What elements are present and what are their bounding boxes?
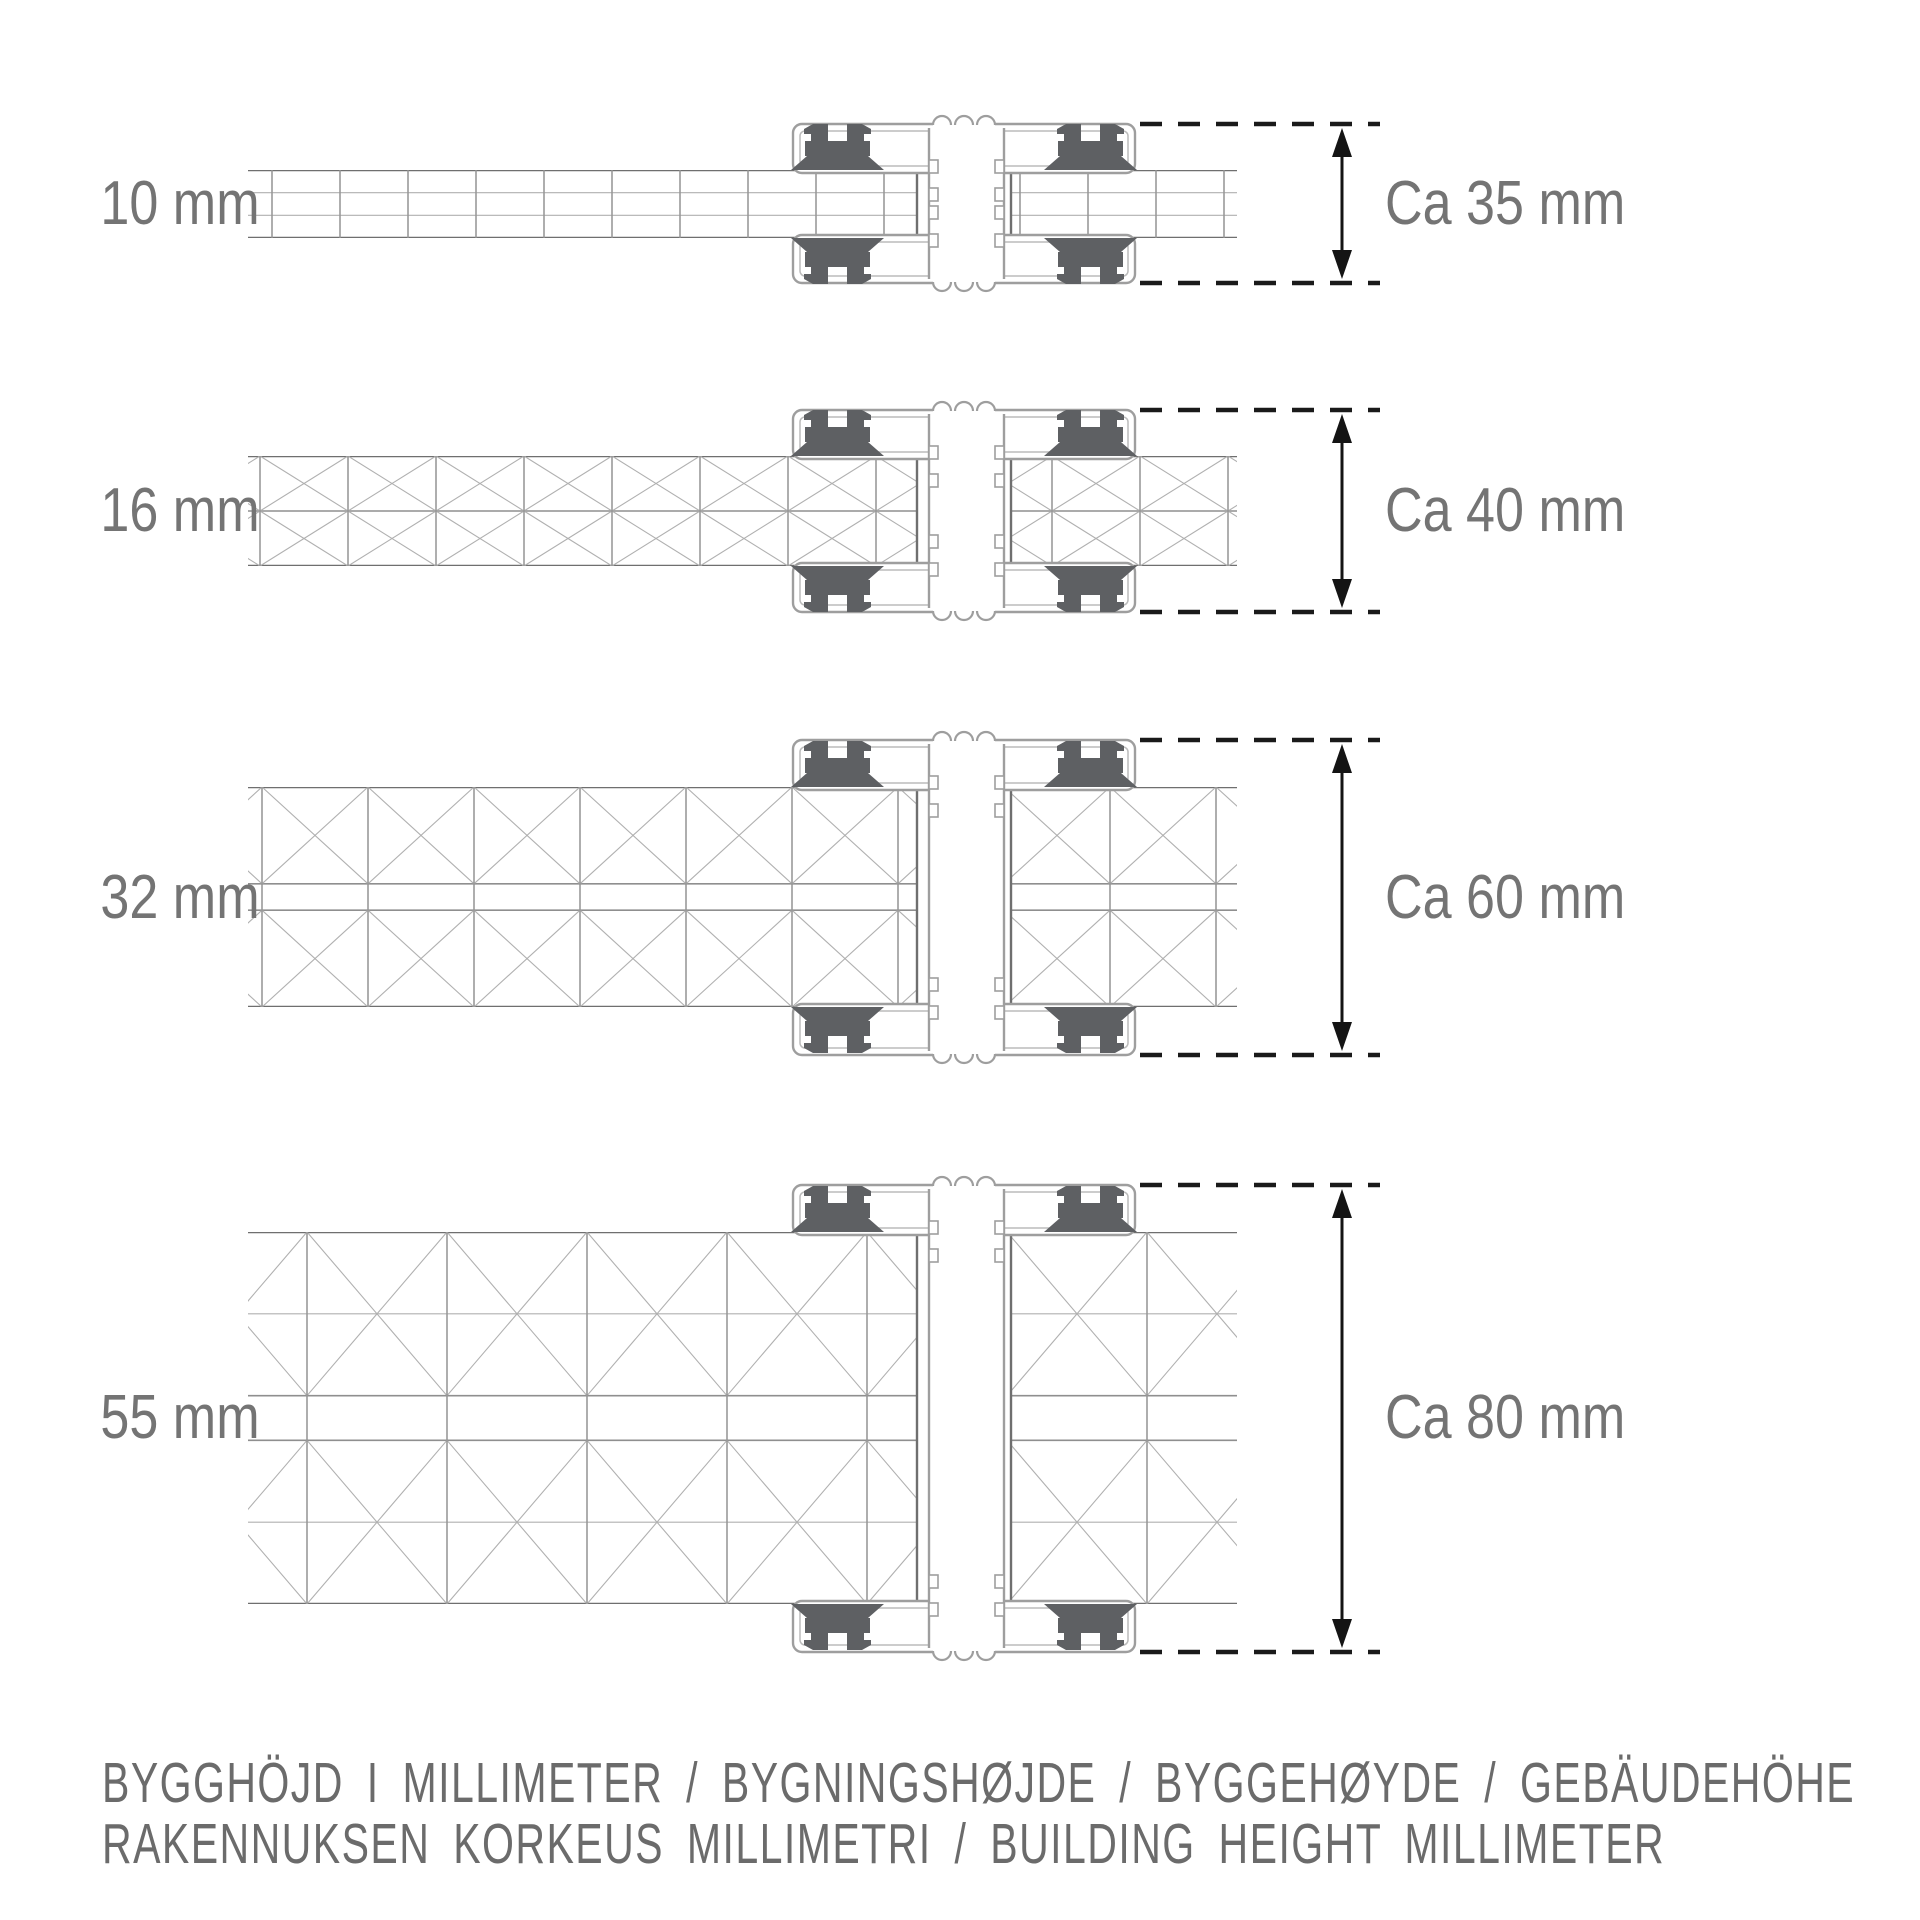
height-dimension xyxy=(1140,124,1380,283)
row-3 xyxy=(156,732,1380,1063)
arrow-down-icon xyxy=(1332,579,1352,608)
joint-profile xyxy=(791,116,1137,291)
panel-cross-section xyxy=(167,1232,1287,1604)
building-height-label-40mm: Ca 40 mm xyxy=(1385,476,1626,545)
joint-profile xyxy=(791,732,1137,1063)
building-height-label-60mm: Ca 60 mm xyxy=(1385,863,1626,932)
arrow-down-icon xyxy=(1332,1022,1352,1051)
arrow-up-icon xyxy=(1332,128,1352,157)
panel-cross-section xyxy=(172,456,1316,566)
caption-line-2: RAKENNUKSEN KORKEUS MILLIMETRI / BUILDING HEIGHT MILLIMETER xyxy=(102,1812,1666,1876)
building-height-label-80mm: Ca 80 mm xyxy=(1385,1383,1626,1452)
arrow-down-icon xyxy=(1332,250,1352,279)
panel-cross-section xyxy=(156,787,1322,1007)
arrow-down-icon xyxy=(1332,1619,1352,1648)
row-1 xyxy=(248,116,1380,291)
arrow-up-icon xyxy=(1332,744,1352,773)
panel-thickness-label-55mm: 55 mm xyxy=(100,1383,260,1452)
panel-thickness-label-16mm: 16 mm xyxy=(100,476,260,545)
arrow-up-icon xyxy=(1332,1189,1352,1218)
panel-cross-section xyxy=(248,170,1237,238)
row-2 xyxy=(172,402,1380,620)
row-4 xyxy=(167,1177,1380,1660)
building-height-label-35mm: Ca 35 mm xyxy=(1385,169,1626,238)
height-dimension xyxy=(1140,1185,1380,1652)
panel-thickness-label-10mm: 10 mm xyxy=(100,169,260,238)
joint-profile xyxy=(791,1177,1137,1660)
arrow-up-icon xyxy=(1332,414,1352,443)
panel-thickness-label-32mm: 32 mm xyxy=(100,863,260,932)
caption-line-1: BYGGHÖJD I MILLIMETER / BYGNINGSHØJDE / BYGGEHØYDE / GEBÄUDEHÖHE xyxy=(102,1751,1856,1815)
